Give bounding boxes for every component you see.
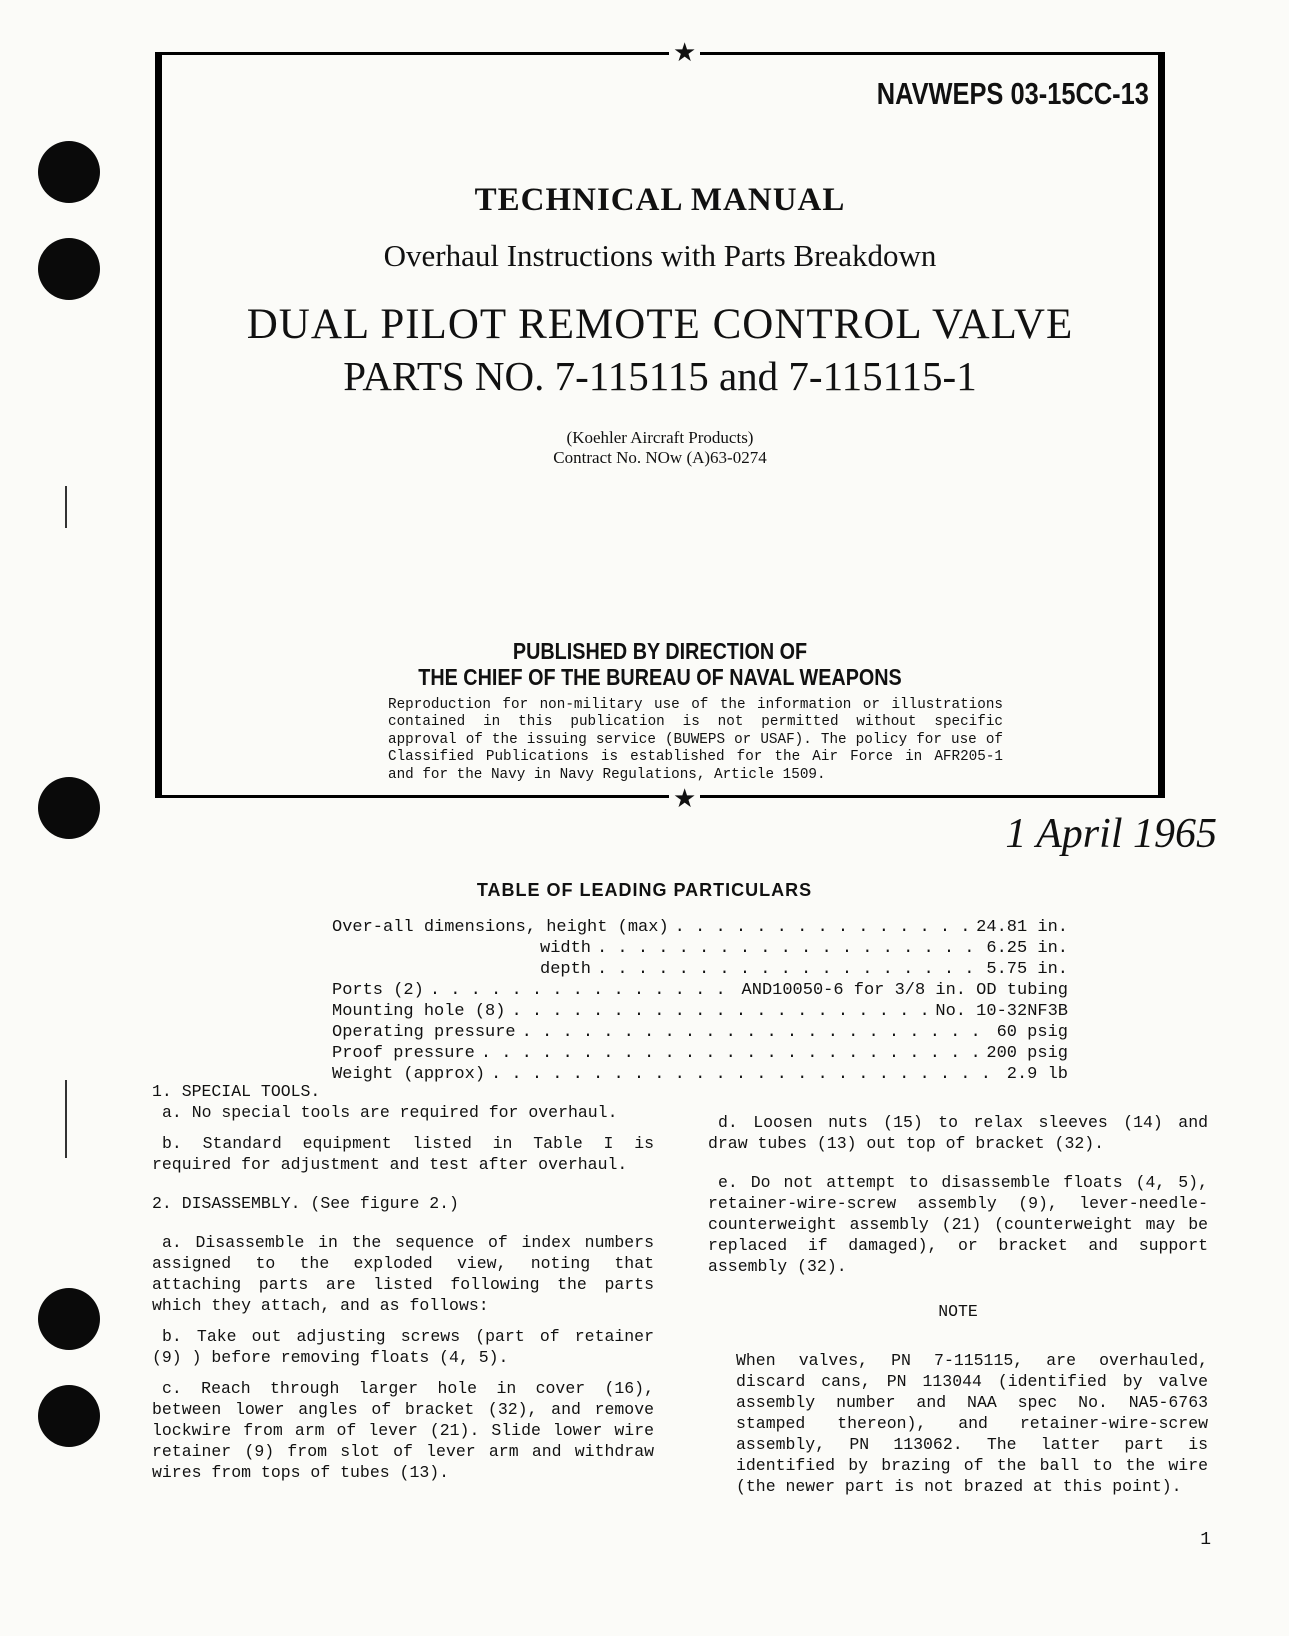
particular-value: 60 psig: [996, 1023, 1068, 1042]
margin-mark: [65, 486, 67, 528]
star-icon: ★: [669, 40, 700, 66]
binder-hole: [38, 1288, 100, 1350]
right-column: [708, 1112, 1208, 1497]
particular-label: Weight (approx): [332, 1065, 486, 1084]
paragraph: b. Take out adjusting screws (part of retainer (9) ) before removing floats (4, 5).: [152, 1327, 654, 1367]
particular-value: 24.81 in.: [976, 918, 1068, 937]
left-column: [152, 1081, 654, 1483]
section-heading: 1. SPECIAL TOOLS.: [152, 1082, 321, 1101]
paragraph: d. Loosen nuts (15) to relax sleeves (14) and draw tubes (13) out top of bracket (32).: [708, 1113, 1208, 1153]
manufacturer: (Koehler Aircraft Products): [566, 428, 754, 447]
particulars-row: [332, 1044, 1068, 1065]
reproduction-notice: Reproduction for non-military use of the information or illustrations contained in this publication is not permitted without specific approval of the issuing service (BUWEPS or USAF). The policy for use of Classified Publications is established for the Air Force in AFR205-1 and for the Navy in Navy Regulations, Article 1509.: [388, 697, 1003, 783]
paragraph: e. Do not attempt to disassemble floats (4, 5), retainer-wire-screw assembly (9), lever-needle-counterweight assembly (21) (counterweight may be replaced if damaged), or bracket and support assembly (32).: [708, 1173, 1208, 1276]
note-text: When valves, PN 7-115115, are overhauled, discard cans, PN 113044 (identified by valve assembly number and NAA spec No. NA5-6763 stamped thereon), and retainer-wire-screw assembly, PN 113062. The latter part is identified by brazing of the ball to the wire (the newer part is not brazed at this point).: [736, 1351, 1208, 1496]
particular-value: No. 10-32NF3B: [935, 1002, 1068, 1021]
manufacturer-block: [155, 428, 1165, 468]
publication-date: 1 April 1965: [1005, 811, 1217, 857]
manual-type: TECHNICAL MANUAL: [474, 182, 846, 218]
paragraph: a. No special tools are required for overhaul.: [162, 1103, 618, 1122]
paragraph: c. Reach through larger hole in cover (16), between lower angles of bracket (32), and remove lockwire from arm of lever (21). Slide lower wire retainer (9) from slot of lever arm and withdraw wires from tops of tubes (13).: [152, 1379, 654, 1482]
particulars-row: [332, 918, 1068, 939]
publisher-line: PUBLISHED BY DIRECTION OF: [512, 638, 808, 664]
particular-label: Proof pressure: [332, 1044, 475, 1063]
manual-subtitle: Overhaul Instructions with Parts Breakdown: [383, 238, 937, 273]
equipment-title: DUAL PILOT REMOTE CONTROL VALVE: [246, 301, 1074, 348]
particular-label: Over-all dimensions, height (max): [332, 918, 669, 937]
particular-label: Mounting hole (8): [332, 1002, 506, 1021]
binder-hole: [38, 238, 100, 300]
section-heading: 2. DISASSEMBLY. (See figure 2.): [152, 1194, 459, 1213]
note-heading: NOTE: [938, 1302, 978, 1321]
particulars-row: [332, 1023, 1068, 1044]
particular-label: Ports (2): [332, 981, 424, 1000]
particular-label: width: [540, 939, 592, 958]
particulars-row: [332, 981, 1068, 1002]
particular-label: Operating pressure: [332, 1023, 516, 1042]
particular-value: 6.25 in.: [986, 939, 1068, 958]
part-numbers: PARTS NO. 7-115115 and 7-115115-1: [343, 353, 977, 399]
page-number: 1: [1200, 1530, 1211, 1550]
particular-value: AND10050-6 for 3/8 in. OD tubing: [741, 981, 1068, 1000]
particulars-row: [332, 960, 1068, 981]
contract-number: Contract No. NOw (A)63-0274: [553, 448, 767, 467]
particular-label: depth: [540, 960, 592, 979]
particulars-row: [332, 1002, 1068, 1023]
paragraph: b. Standard equipment listed in Table I is required for adjustment and test after overhaul.: [152, 1134, 654, 1174]
document-number: NAVWEPS 03-15CC-13: [876, 76, 1149, 111]
paragraph: a. Disassemble in the sequence of index numbers assigned to the exploded view, noting that attaching parts are listed following the parts which they attach, and as follows:: [152, 1233, 654, 1315]
publisher-line: THE CHIEF OF THE BUREAU OF NAVAL WEAPONS: [418, 664, 902, 690]
particulars-title: TABLE OF LEADING PARTICULARS: [476, 880, 813, 900]
particular-value: 2.9 lb: [1006, 1065, 1068, 1084]
star-icon: ★: [669, 786, 700, 812]
margin-mark: [65, 1080, 67, 1158]
particulars-row: [332, 939, 1068, 960]
particular-value: 200 psig: [986, 1044, 1068, 1063]
particular-value: 5.75 in.: [986, 960, 1068, 979]
binder-hole: [38, 777, 100, 839]
binder-hole: [38, 1385, 100, 1447]
binder-hole: [38, 141, 100, 203]
particulars-table: [332, 918, 1068, 1086]
